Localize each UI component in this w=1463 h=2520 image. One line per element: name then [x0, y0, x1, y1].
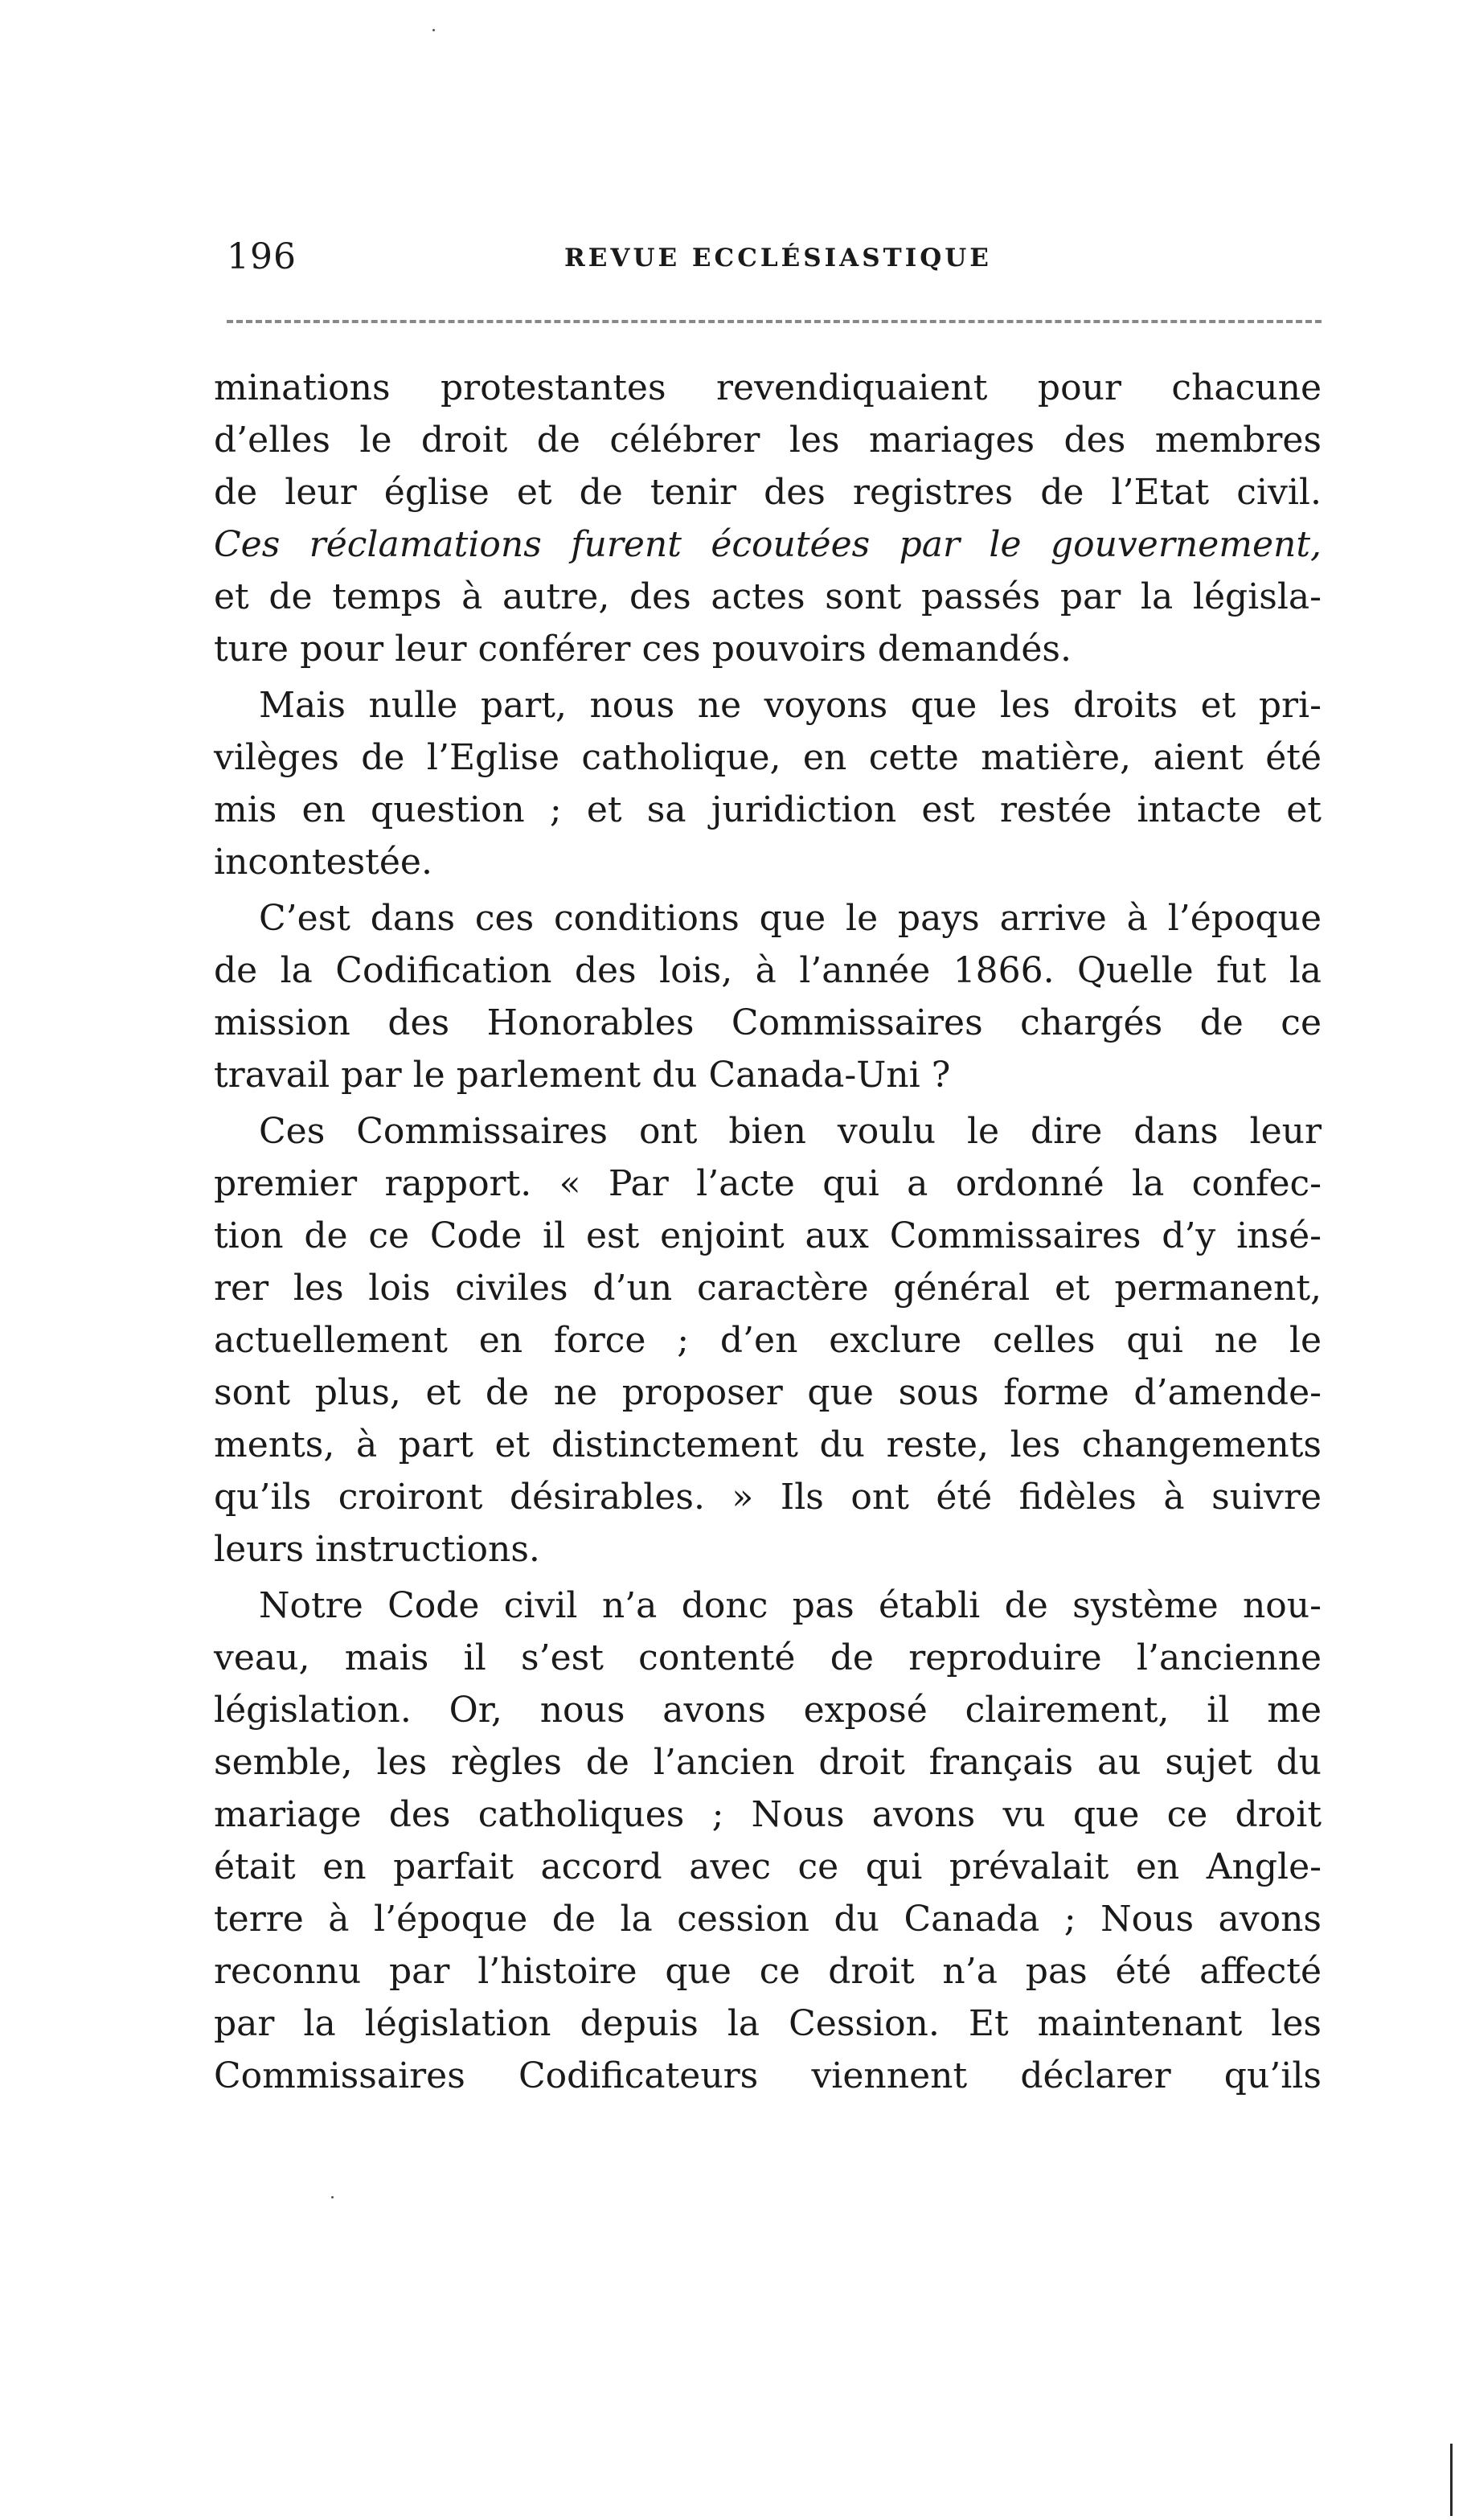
text-line: Mais nulle part, nous ne voyons que les droits et pri- [259, 685, 1322, 726]
text-line: incontestée. [214, 842, 432, 883]
paper-speck [331, 2196, 334, 2198]
text-line: Ces réclamations furent écoutées par le gouvernement, [214, 524, 1322, 565]
margin-mark [1450, 2444, 1453, 2516]
text-line: qu’ils croiront désirables. » Ils ont été fidèles à suivre [214, 1477, 1322, 1518]
text-line: tion de ce Code il est enjoint aux Commissaires d’y insé- [214, 1215, 1322, 1256]
text-line: Commissaires Codificateurs viennent déclarer qu’ils [214, 2055, 1322, 2096]
running-head: REVUE ECCLÉSIASTIQUE [564, 244, 992, 272]
text-line: d’elles le droit de célébrer les mariages des membres [214, 420, 1322, 461]
text-line: actuellement en force ; d’en exclure celles qui ne le [214, 1320, 1322, 1361]
text-line: terre à l’époque de la cession du Canada ; Nous avons [214, 1899, 1322, 1940]
text-line: Notre Code civil n’a donc pas établi de système nou- [259, 1585, 1322, 1626]
text-line: législation. Or, nous avons exposé clairement, il me [214, 1690, 1322, 1731]
text-line: mis en question ; et sa juridiction est restée intacte et [214, 789, 1322, 830]
text-line: était en parfait accord avec ce qui prévalait en Angle- [214, 1846, 1322, 1887]
body-text [214, 362, 1322, 2102]
text-line: de leur église et de tenir des registres de l’Etat civil. [214, 472, 1322, 513]
text-line: par la législation depuis la Cession. Et maintenant les [214, 2003, 1322, 2044]
text-line: travail par le parlement du Canada-Uni ? [214, 1055, 951, 1096]
paper-speck [432, 29, 435, 31]
text-line: et de temps à autre, des actes sont passés par la législa- [214, 576, 1322, 617]
text-line: Ces Commissaires ont bien voulu le dire dans leur [259, 1111, 1322, 1152]
text-line: C’est dans ces conditions que le pays arrive à l’époque [259, 898, 1322, 939]
text-line: premier rapport. « Par l’acte qui a ordonné la confec- [214, 1163, 1322, 1204]
text-line: de la Codification des lois, à l’année 1866. Quelle fut la [214, 950, 1322, 991]
page-number: 196 [227, 236, 297, 277]
text-line: minations protestantes revendiquaient pour chacune [214, 367, 1322, 408]
page-header [227, 233, 1320, 281]
text-line: ments, à part et distinctement du reste, les changements [214, 1424, 1322, 1465]
paragraph-4 [214, 1105, 1322, 1576]
text-line: ture pour leur conférer ces pouvoirs demandés. [214, 629, 1072, 670]
text-line: semble, les règles de l’ancien droit français au sujet du [214, 1742, 1322, 1783]
paragraph-5 [214, 1580, 1322, 2102]
text-line: mariage des catholiques ; Nous avons vu que ce droit [214, 1794, 1322, 1835]
text-line: leurs instructions. [214, 1529, 540, 1570]
paragraph-1 [214, 362, 1322, 675]
text-line: veau, mais il s’est contenté de reproduire l’ancienne [214, 1637, 1322, 1678]
header-rule [227, 320, 1322, 323]
text-line: rer les lois civiles d’un caractère général et permanent, [214, 1268, 1322, 1309]
paragraph-2 [214, 679, 1322, 888]
text-line: mission des Honorables Commissaires chargés de ce [214, 1002, 1322, 1043]
text-line: vilèges de l’Eglise catholique, en cette matière, aient été [214, 737, 1322, 778]
text-line: sont plus, et de ne proposer que sous forme d’amende- [214, 1372, 1322, 1413]
paragraph-3 [214, 892, 1322, 1101]
text-line: reconnu par l’histoire que ce droit n’a pas été affecté [214, 1951, 1322, 1992]
